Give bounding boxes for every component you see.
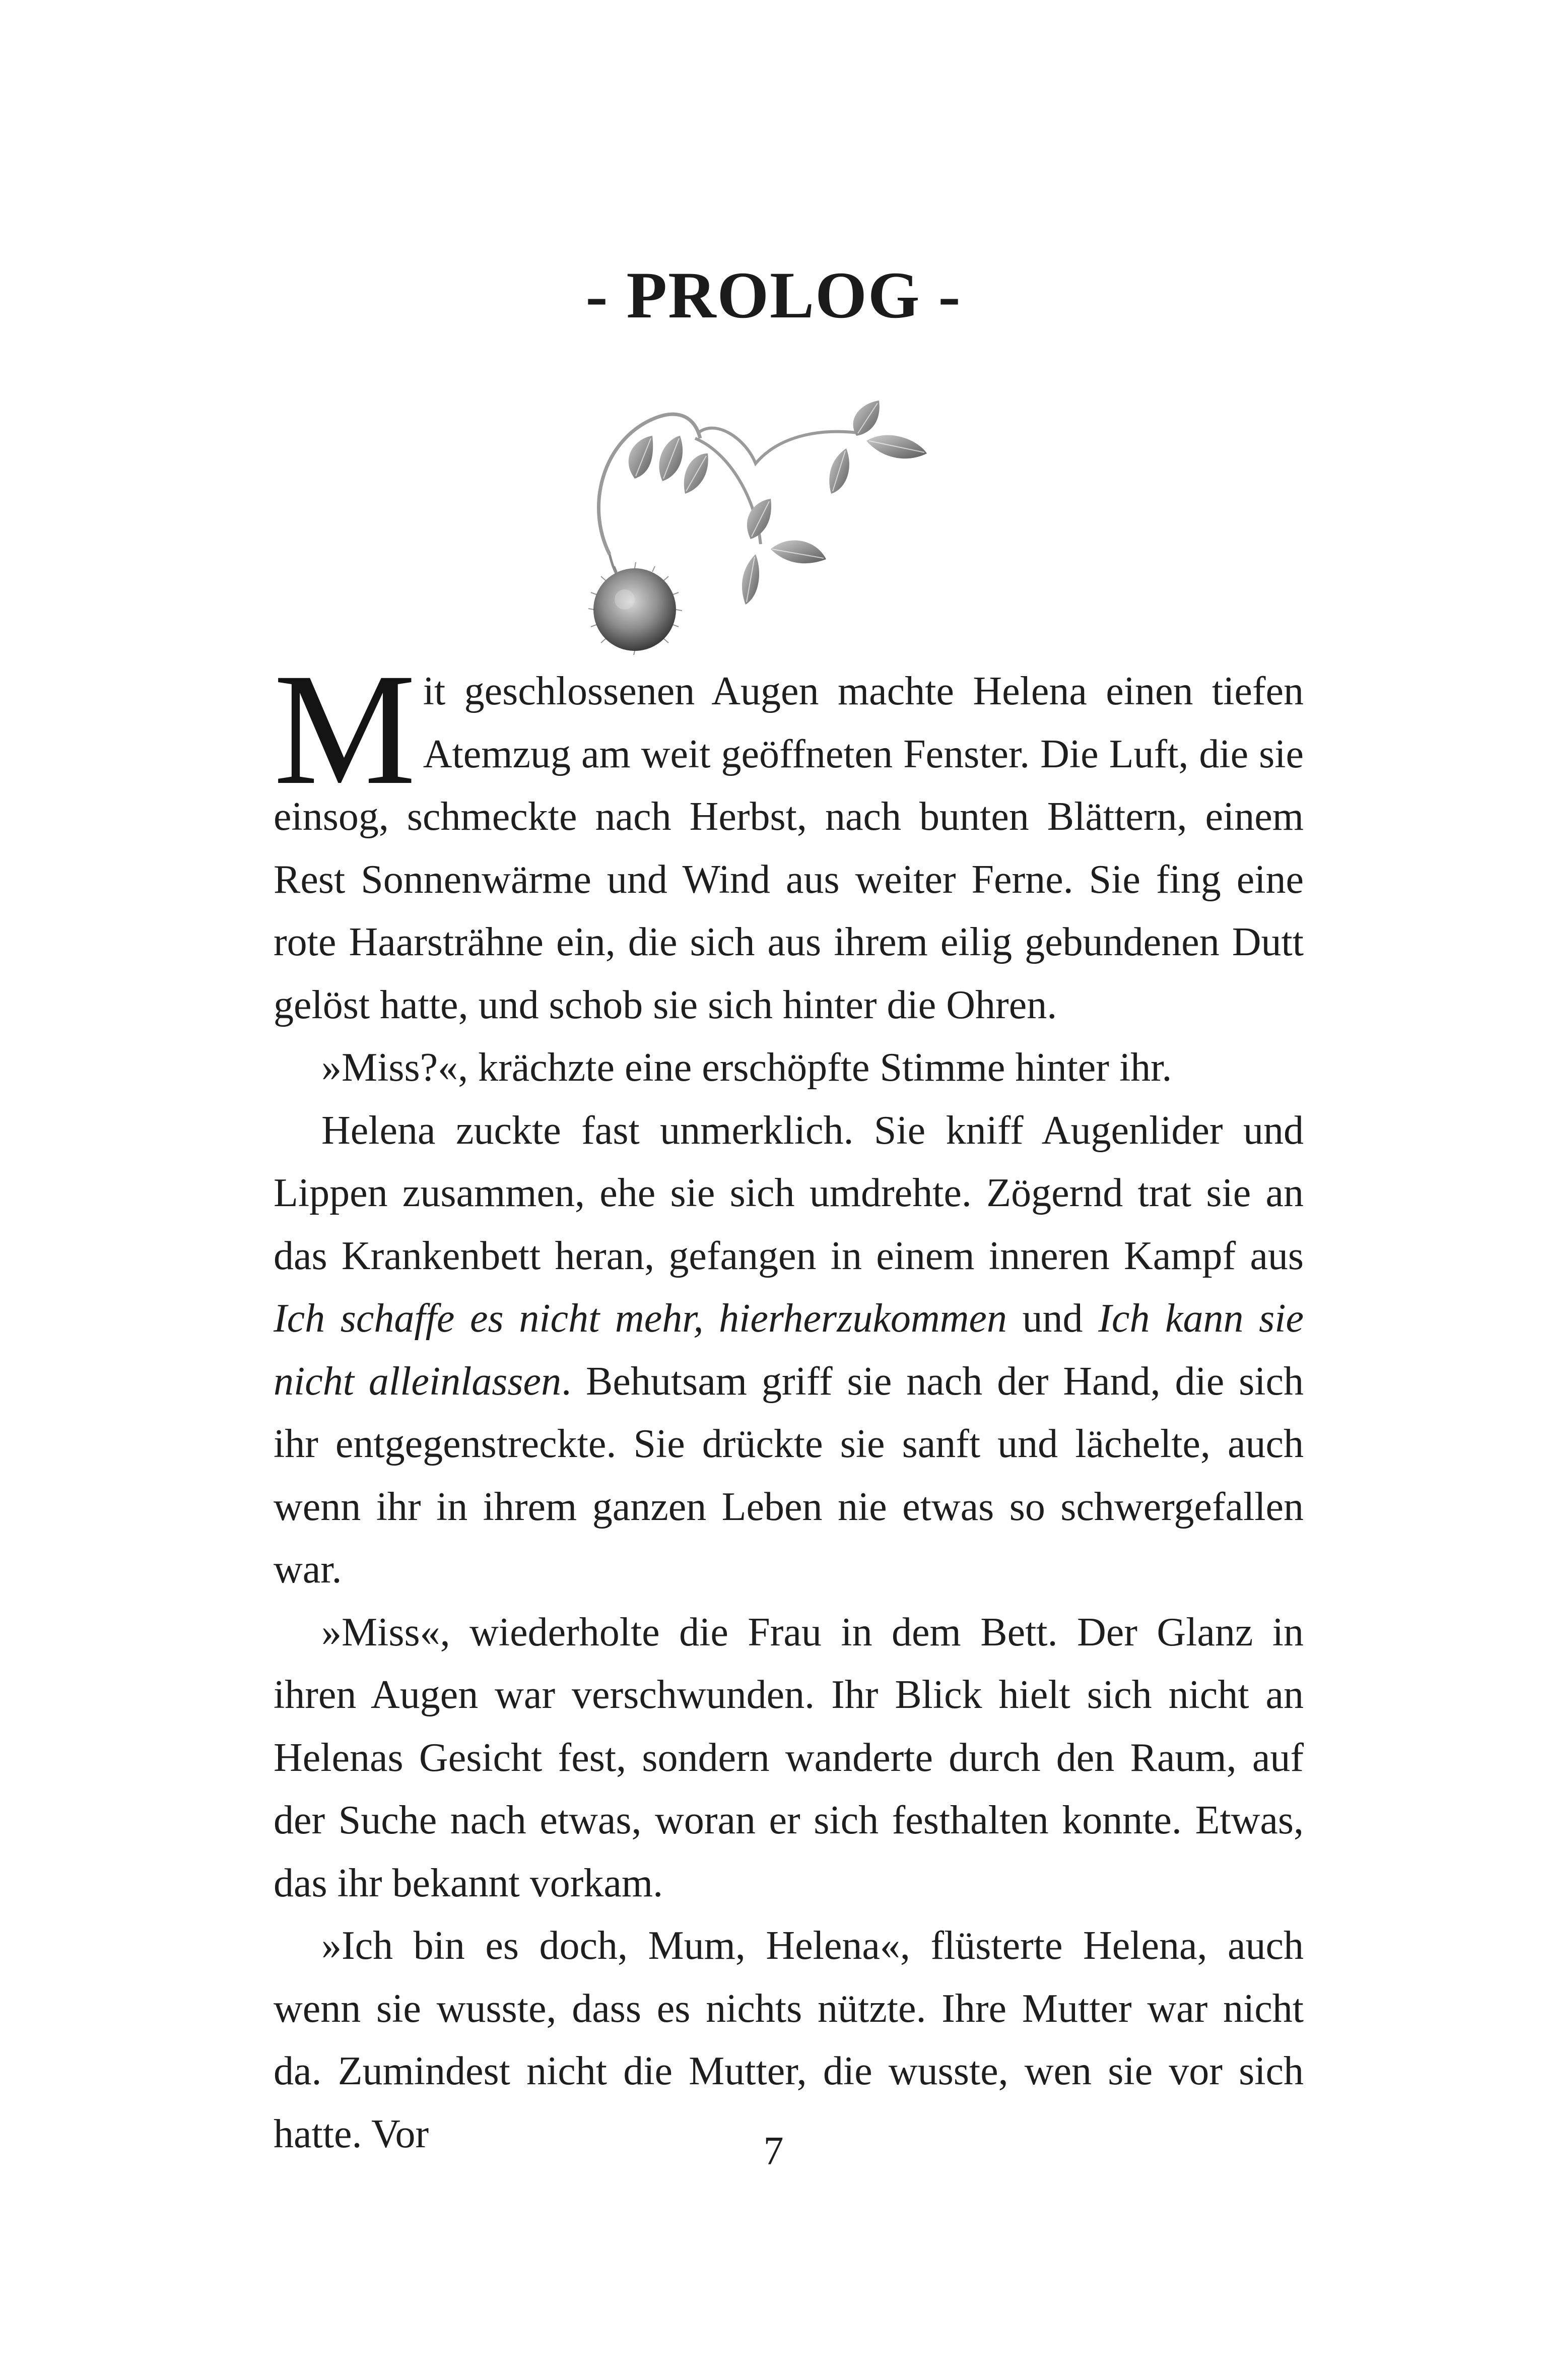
paragraph-2: »Miss?«, krächzte eine erschöpfte Stimme hinter ihr. [321,1045,1172,1090]
paragraph-1-text: it geschlossenen Augen machte Helena einen tiefen Atemzug am weit geöffneten Fenster. Die Luft, die sie einsog, schmeckte nach Herbst, nach bunten Blättern, einem Rest Sonnenwärme und Wind aus weiter Ferne. Sie fing eine rote Haarsträhne ein, die sich aus ihrem eilig gebundenen Dutt gelöst hatte, und schob sie sich hinter die Ohren. [274,669,1304,1027]
branch-with-chestnut-and-leaves-illustration [564,373,997,655]
paragraph-4: »Miss«, wiederholte die Frau in dem Bett. Der Glanz in ihren Augen war verschwunden. Ihr Blick hielt sich nicht an Helenas Gesicht fest, sondern wanderte durch den Raum, auf der Suche nach etwas, woran er sich festhalten konnte. Etwas, das ihr bekannt vorkam. [274,1610,1304,1905]
page-number: 7 [763,2129,784,2173]
prolog-text [274,640,1304,2165]
paragraph-5: »Ich bin es doch, Mum, Helena«, flüsterte Helena, auch wenn sie wusste, dass es nichts nützte. Ihre Mutter war nicht da. Zumindest nicht die Mutter, die wusste, wen sie vor sich hatte. Vor [274,1924,1304,2156]
paragraph-3-part-2: und [1006,1296,1099,1341]
drop-cap: M [274,640,416,818]
paragraph-3-part-1: Helena zuckte fast unmerklich. Sie kniff Augenlider und Lippen zusammen, ehe sie sich umdrehte. Zögernd trat sie an das Krankenbett heran, gefangen in einem inneren Kampf aus [274,1108,1304,1278]
paragraph-3-italic-2: Ich kann sie nicht alleinlassen [274,1296,1304,1404]
paragraph-3-italic-1: Ich schaffe es nicht mehr, hierherzukommen [274,1296,1007,1341]
paragraph-1 [274,640,1304,1036]
paragraph-3 [274,1099,1304,1601]
chapter-title: - PROLOG - [585,258,962,332]
paragraph-3-part-3: . Behutsam griff sie nach der Hand, die sich ihr entgegenstreckte. Sie drückte sie sanft und lächelte, auch wenn ihr in ihrem ganzen Leben nie etwas so schwergefallen war. [274,1359,1304,1592]
